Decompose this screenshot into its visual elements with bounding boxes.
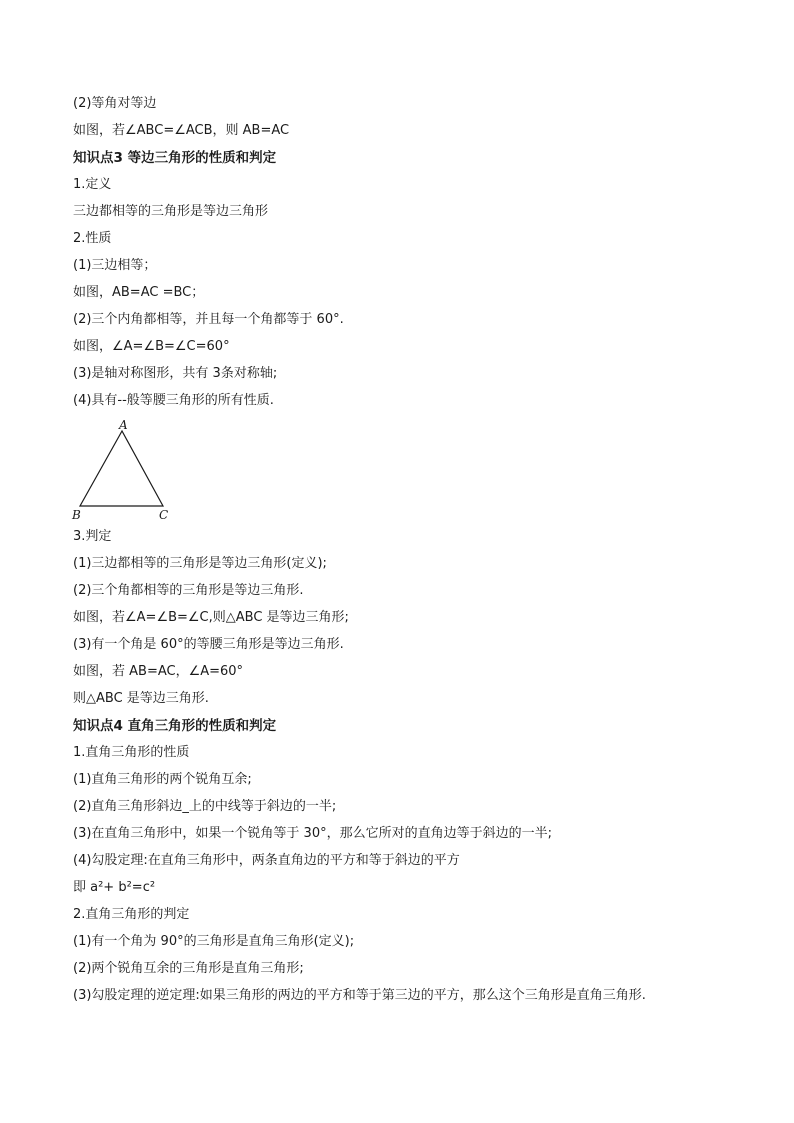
text-line: 即 a²+ b²=c² (73, 880, 156, 895)
text-line: (1)有一个角为 90°的三角形是直角三角形(定义); (73, 934, 355, 949)
text-line: 2.性质 (73, 231, 112, 246)
text-line: 如图，若∠ABC=∠ACB，则 AB=AC (73, 123, 290, 138)
text-line: 1.直角三角形的性质 (73, 745, 190, 760)
equilateral-triangle-figure (66, 418, 176, 526)
text-line: (3)是轴对称图形，共有 3条对称轴; (73, 366, 278, 381)
text-line: (2)三个内角都相等，并且每一个角都等于 60°. (73, 312, 344, 327)
section-heading: 知识点4 直角三角形的性质和判定 (73, 718, 277, 734)
text-line: (1)三边相等； (73, 258, 157, 273)
text-line: (2)等角对等边 (73, 96, 157, 111)
text-line: (4)具有--般等腰三角形的所有性质. (73, 393, 274, 408)
text-line: 如图，∠A=∠B=∠C=60° (73, 339, 230, 354)
text-line: 如图，若∠A=∠B=∠C,则△ABC 是等边三角形; (73, 610, 349, 625)
text-line: 如图，若 AB=AC，∠A=60° (73, 664, 244, 679)
vertex-label-b: B (72, 508, 81, 522)
text-line: 3.判定 (73, 529, 112, 544)
text-line: (1)直角三角形的两个锐角互余; (73, 772, 252, 787)
text-line: 2.直角三角形的判定 (73, 907, 190, 922)
text-line: (2)直角三角形斜边_上的中线等于斜边的一半; (73, 799, 337, 814)
text-line: 则△ABC 是等边三角形. (73, 691, 209, 706)
text-line: 三边都相等的三角形是等边三角形 (73, 204, 269, 219)
text-line: 如图，AB=AC =BC； (73, 285, 205, 300)
vertex-label-a: A (119, 418, 128, 432)
text-line: (3)勾股定理的逆定理:如果三角形的两边的平方和等于第三边的平方，那么这个三角形是直角三角形. (73, 988, 646, 1003)
text-line: (4)勾股定理:在直角三角形中，两条直角边的平方和等于斜边的平方 (73, 853, 460, 868)
vertex-label-c: C (159, 508, 169, 522)
text-line: (2)三个角都相等的三角形是等边三角形. (73, 583, 304, 598)
text-line: (3)有一个角是 60°的等腰三角形是等边三角形. (73, 637, 344, 652)
text-line: (1)三边都相等的三角形是等边三角形(定义); (73, 556, 327, 571)
text-line: 1.定义 (73, 177, 112, 192)
section-heading: 知识点3 等边三角形的性质和判定 (73, 150, 277, 166)
text-line: (3)在直角三角形中，如果一个锐角等于 30°，那么它所对的直角边等于斜边的一半; (73, 826, 552, 841)
text-line: (2)两个锐角互余的三角形是直角三角形; (73, 961, 304, 976)
triangle-shape (80, 431, 163, 506)
